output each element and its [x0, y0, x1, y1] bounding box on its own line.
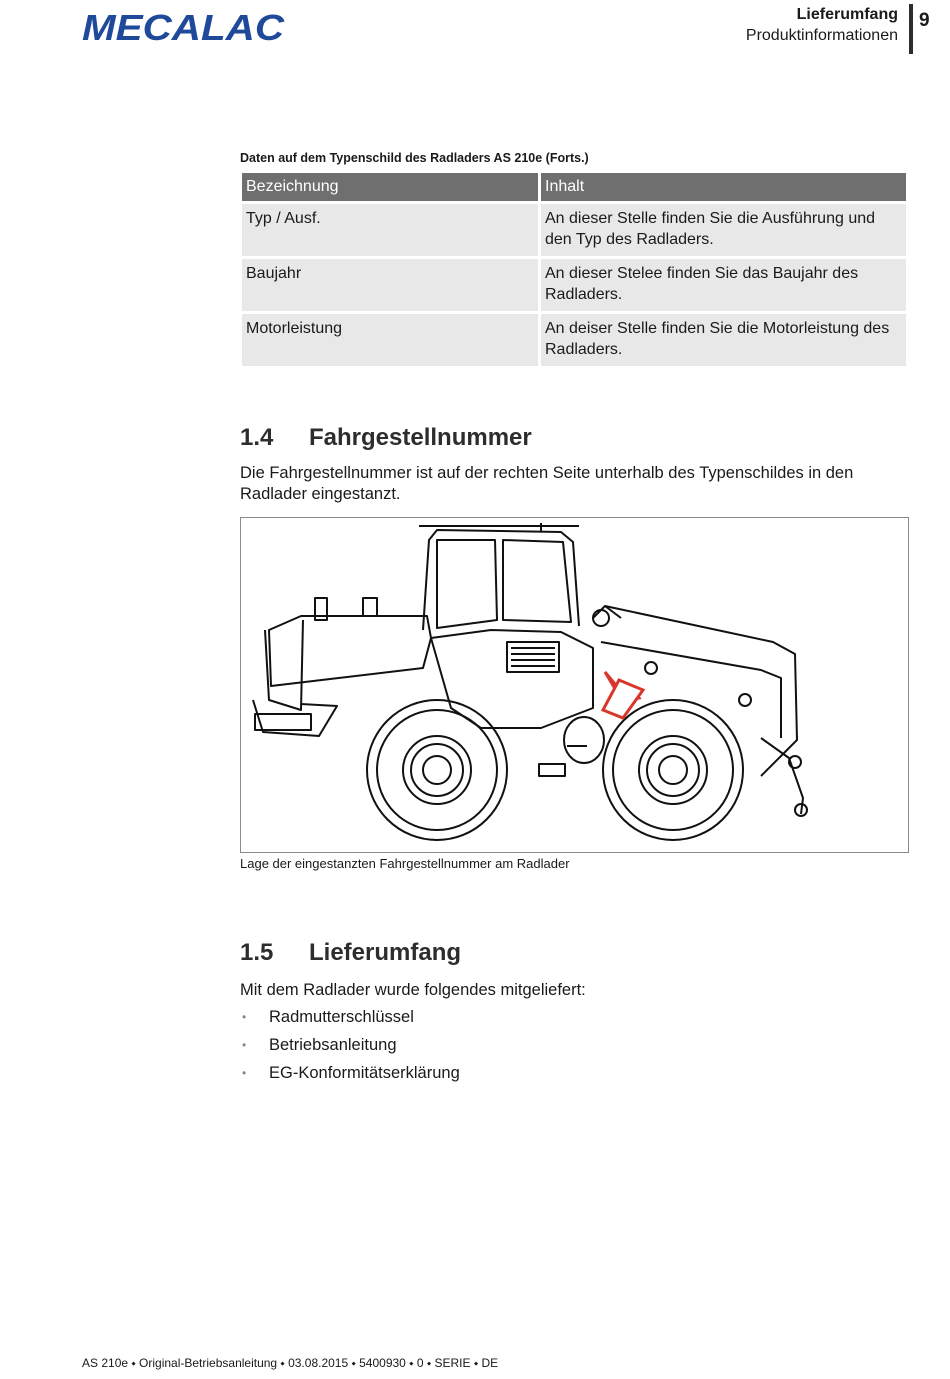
bullet-icon: •: [242, 1066, 247, 1080]
table-cell-label: Motorleistung: [242, 314, 538, 366]
section-title-text: Lieferumfang: [309, 939, 462, 966]
page-footer: AS 210e ⬩ Original-Betriebsanleitung ⬩ 03.08.2015 ⬩ 5400930 ⬩ 0 ⬩ SERIE ⬩ DE: [82, 1356, 499, 1370]
section-title: Lieferumfang: [796, 6, 898, 23]
list-item: [240, 1062, 460, 1090]
type-plate-table: [239, 170, 909, 369]
running-header: [746, 4, 898, 46]
page-number: 9: [919, 10, 930, 31]
table-header-row: [242, 173, 906, 201]
chassis-number-paragraph: Die Fahrgestellnummer ist auf der rechten Seite unterhalb des Typenschildes in den Radlader eingestanzt.: [240, 464, 854, 503]
table-cell-content: An dieser Stelee finden Sie das Baujahr des Radladers.: [541, 259, 906, 311]
delivery-list: [240, 1006, 460, 1090]
section-number: 1.4: [240, 424, 274, 451]
list-item-text: Radmutterschlüssel: [269, 1008, 414, 1026]
table-row: [242, 204, 906, 256]
table-caption: Daten auf dem Typenschild des Radladers AS 210e (Forts.): [240, 151, 589, 165]
delivery-intro: Mit dem Radlader wurde folgendes mitgeliefert:: [240, 981, 586, 999]
column-header: Inhalt: [541, 173, 906, 201]
list-item: [240, 1006, 460, 1034]
chapter-title: Produktinformationen: [745, 27, 898, 44]
table-row: [242, 259, 906, 311]
table-cell-label: Typ / Ausf.: [242, 204, 538, 256]
bullet-icon: •: [242, 1010, 247, 1024]
section-heading-1-5: [240, 939, 461, 967]
section-heading-1-4: [240, 424, 532, 452]
header-divider: [909, 4, 913, 54]
section-number: 1.5: [240, 939, 274, 966]
figure-caption: Lage der eingestanzten Fahrgestellnummer am Radlader: [240, 856, 570, 871]
wheel-loader-drawing: [241, 518, 908, 852]
mecalac-logo: [82, 6, 288, 50]
list-item-text: Betriebsanleitung: [269, 1036, 397, 1054]
table-cell-label: Baujahr: [242, 259, 538, 311]
table-row: [242, 314, 906, 366]
section-title-text: Fahrgestellnummer: [309, 424, 532, 451]
column-header: Bezeichnung: [242, 173, 538, 201]
list-item-text: EG-Konformitätserklärung: [269, 1064, 460, 1082]
table-cell-content: An dieser Stelle finden Sie die Ausführung und den Typ des Radladers.: [541, 204, 906, 256]
svg-text:MECALAC: MECALAC: [82, 7, 286, 48]
wheel-loader-figure: [240, 517, 909, 853]
table-cell-content: An deiser Stelle finden Sie die Motorleistung des Radladers.: [541, 314, 906, 366]
list-item: [240, 1034, 460, 1062]
bullet-icon: •: [242, 1038, 247, 1052]
